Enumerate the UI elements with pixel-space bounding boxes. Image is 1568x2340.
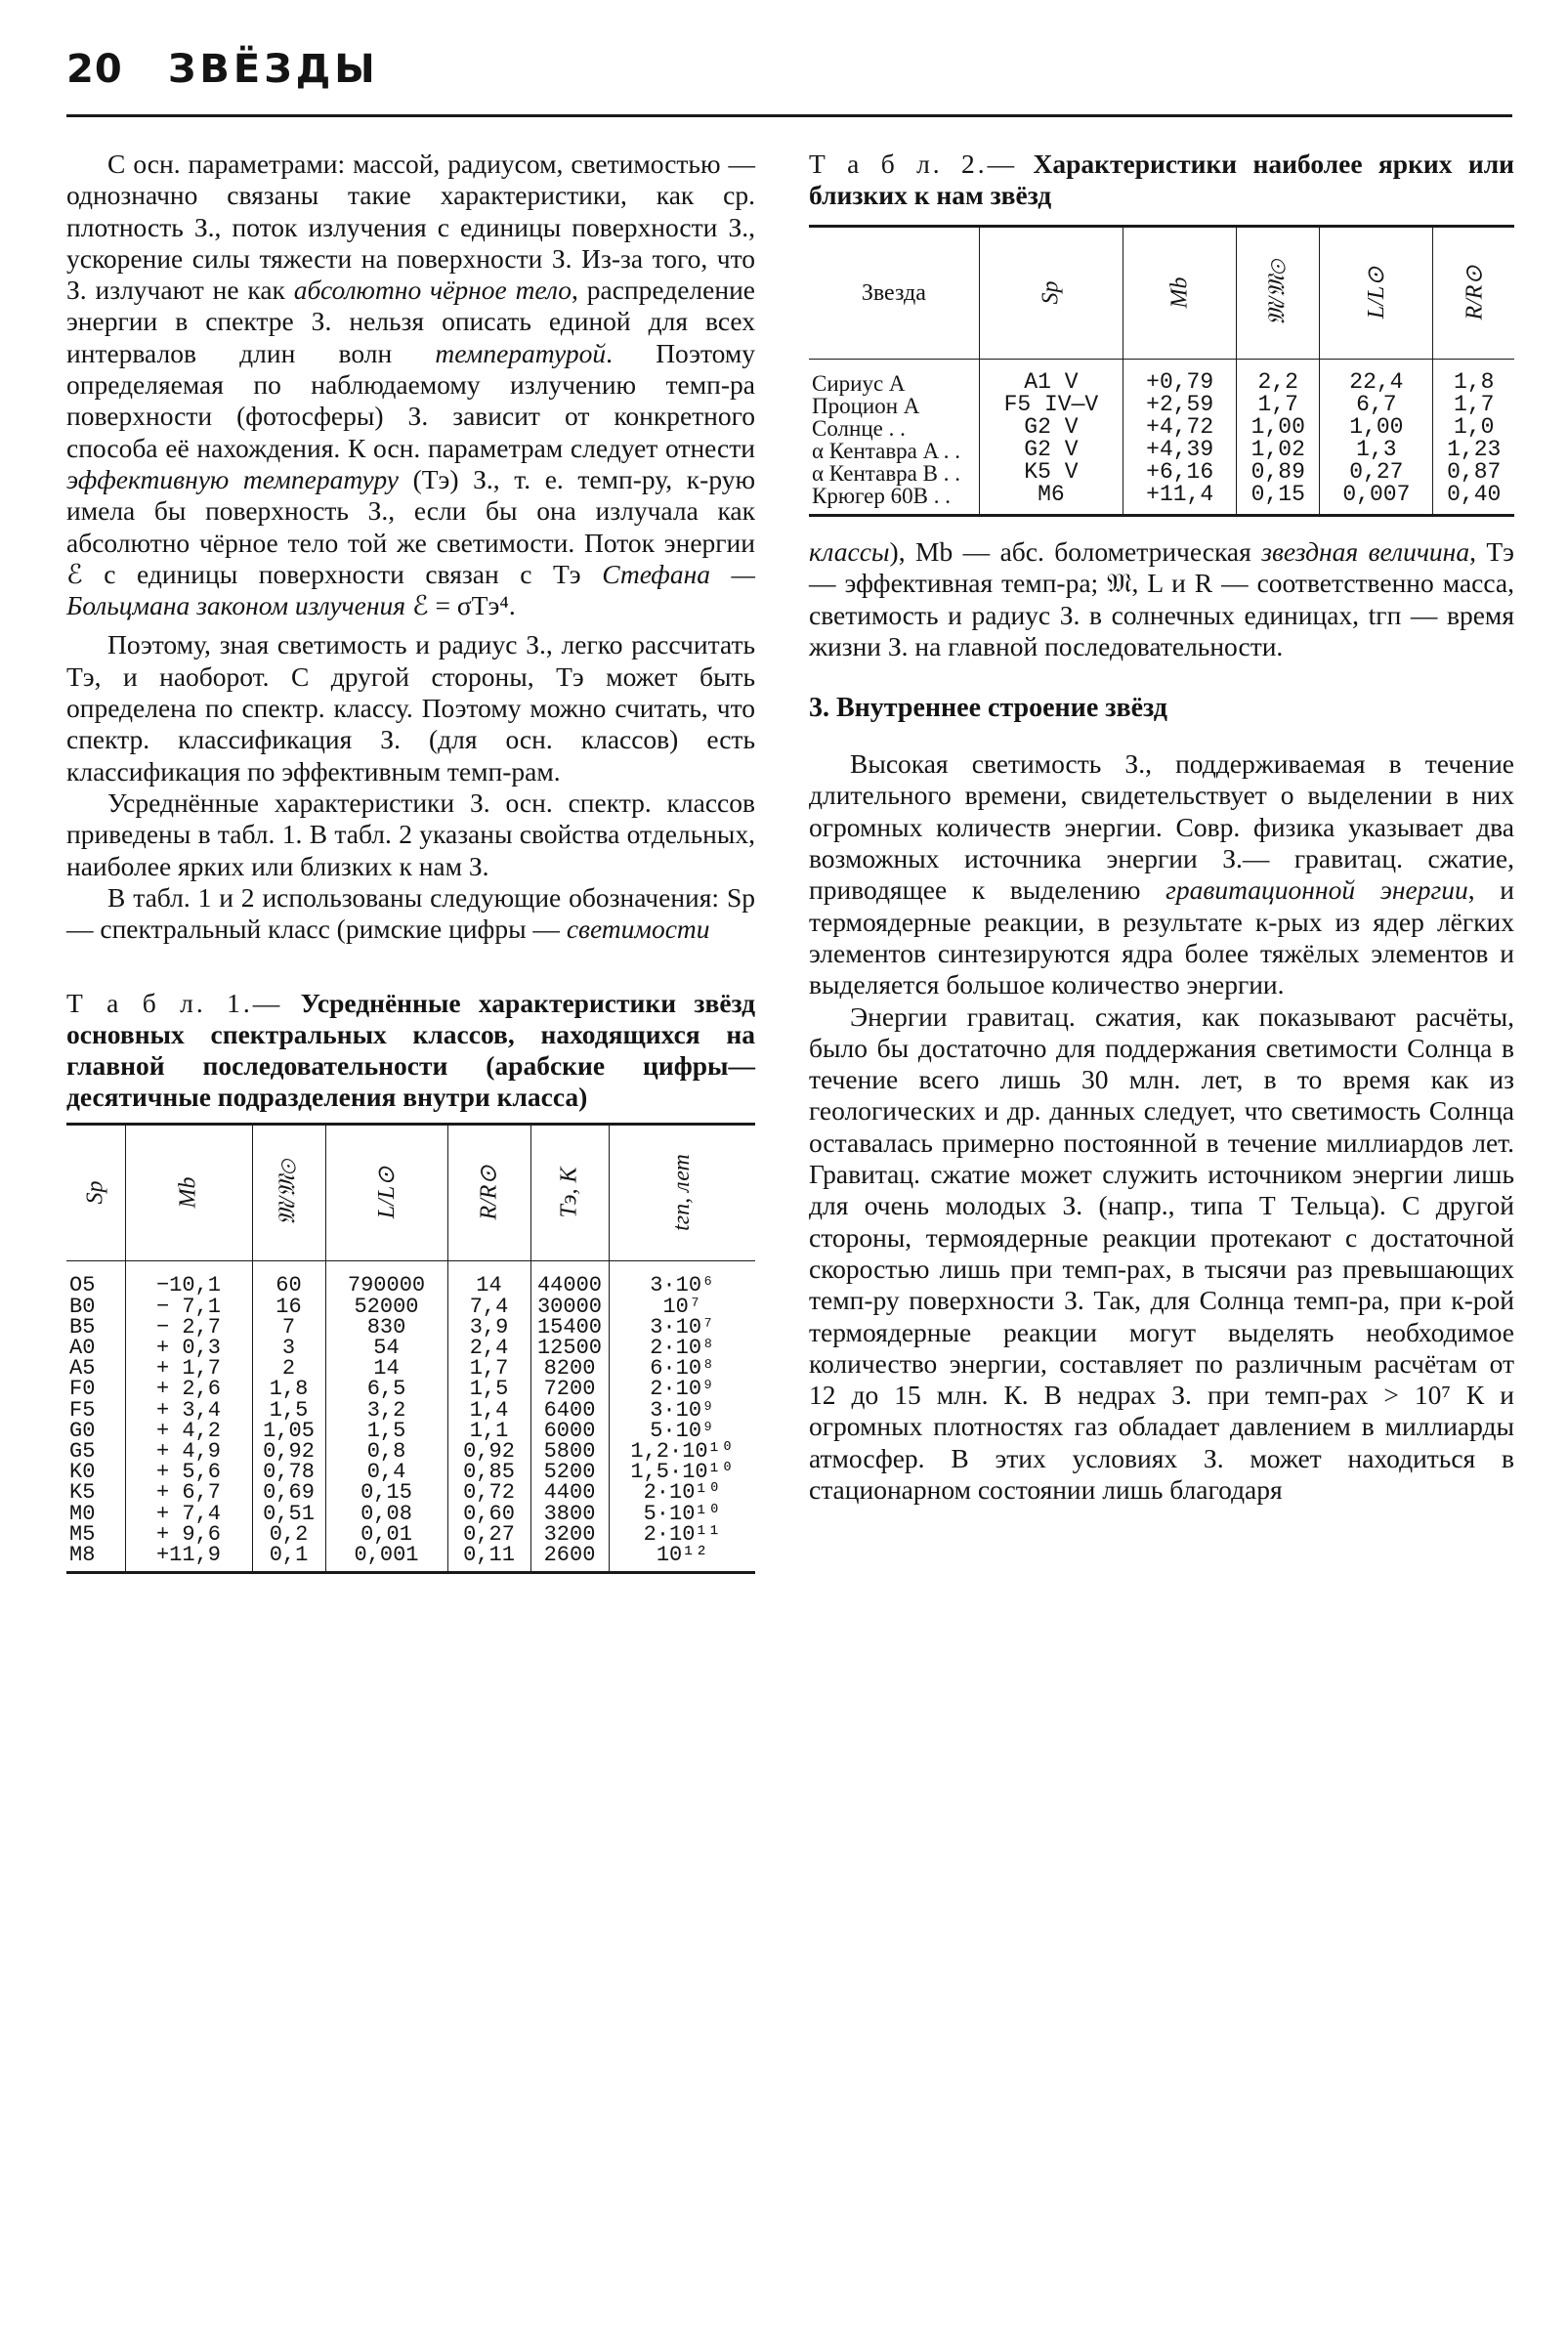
table1-cell: 0,001 (325, 1545, 447, 1573)
table1-cell: 44000 (530, 1261, 609, 1297)
table1-cell: 14 (447, 1261, 530, 1297)
table1-cell: G5 (69, 1439, 96, 1465)
table1-cell: +11,9 (125, 1545, 252, 1573)
table1-cell: 0,92 (447, 1441, 530, 1462)
table1-cell: G0 (69, 1418, 96, 1443)
table1-cell: M8 (69, 1543, 96, 1568)
table2-cell: 1,7 (1237, 394, 1320, 416)
left-column (66, 149, 755, 1574)
table2-cell: α Кентавра B . . (812, 461, 960, 486)
table2-cell: +4,39 (1123, 439, 1237, 461)
table1-cell: 3,9 (447, 1317, 530, 1338)
table1-cell: F0 (69, 1377, 96, 1402)
table2-cell: 22,4 (1320, 360, 1433, 395)
table-row (66, 1421, 755, 1441)
table-row (66, 1462, 755, 1482)
table1-cell: 3·10⁹ (609, 1400, 755, 1421)
table1-cell: + 6,7 (125, 1482, 252, 1503)
table2-cell: Процион A (812, 394, 920, 418)
table2-cell: α Кентавра A . . (812, 439, 960, 463)
table2-cell: K5 V (979, 461, 1123, 484)
table1-cell: 1,5 (325, 1421, 447, 1441)
table1-cell: + 1,7 (125, 1358, 252, 1379)
table1-cell: K0 (69, 1460, 96, 1485)
table1-cell: + 4,9 (125, 1441, 252, 1462)
table1-cell: 1,5·10¹⁰ (609, 1462, 755, 1482)
table1-cell: 10⁷ (609, 1297, 755, 1317)
table2-cell: 0,87 (1433, 461, 1514, 484)
paragraph-tables-intro: Усреднённые характеристики З. осн. спектр. классов приведены в табл. 1. В табл. 2 указаны свойства отдельных, наиболее ярких или близких к нам З. (66, 787, 755, 881)
table1-cell: 14 (325, 1358, 447, 1379)
table2-header-1: Sp (979, 227, 1123, 360)
table-row (66, 1441, 755, 1462)
table1-cell: 2 (252, 1358, 325, 1379)
table2-cell: +0,79 (1123, 360, 1237, 395)
paragraph-notation-cont: классы), Mb — абс. болометрическая звездная величина, Tэ — эффективная темп-ра; 𝔐, L и R — соответственно масса, светимость и радиус З. в солнечных единицах, tгп — время жизни З. на главной последовательности. (809, 536, 1514, 661)
table1-cell: − 2,7 (125, 1317, 252, 1338)
table1-cell: 0,72 (447, 1482, 530, 1503)
table2-cell: 1,00 (1237, 416, 1320, 439)
table2 (809, 225, 1514, 517)
table2-cell: 1,3 (1320, 439, 1433, 461)
table2-cell: 1,02 (1237, 439, 1320, 461)
table1-cell: + 9,6 (125, 1524, 252, 1545)
table-row (66, 1358, 755, 1379)
table1-cell: O5 (69, 1273, 96, 1298)
table1-cell: 2,4 (447, 1338, 530, 1358)
paragraph-gravitational-energy: Энергии гравитац. сжатия, как показывают расчёты, было бы достаточно для поддержания светимости Солнца в течение всего лишь 30 млн. лет, в то время как из геологических и др. данных следует, что светимость Солнца оставалась примерно постоянной в течение миллиардов лет. Гравитац. сжатие может служить источником энергии лишь для очень молодых З. (напр., типа T Тельца). С другой стороны, термоядерные реакции протекают с достаточной скоростью лишь при темп-рах, в тысячи раз превышающих темп-ру поверхности З. Так, для Солнца темп-ра, при к-рой термоядерные реакции могут выделять необходимое количество энергии, составляет по различным расчётам от 12 до 15 млн. К. В недрах З. при темп-рах > 10⁷ К и огромных плотностях газ обладает давлением в миллиарды атмосфер. В этих условиях З. может находиться в стационарном состоянии лишь благодаря (809, 1000, 1514, 1506)
table1-cell: 52000 (325, 1297, 447, 1317)
table1-cell: 1,2·10¹⁰ (609, 1441, 755, 1462)
table1 (66, 1123, 755, 1574)
table1-cell: 6400 (530, 1400, 609, 1421)
table2-cell: +6,16 (1123, 461, 1237, 484)
table1-cell: K5 (69, 1480, 96, 1506)
table2-cell: 1,7 (1433, 394, 1514, 416)
table2-cell: G2 V (979, 439, 1123, 461)
table1-cell: 830 (325, 1317, 447, 1338)
table1-cell: 1,1 (447, 1421, 530, 1441)
table1-cell: 2·10⁸ (609, 1338, 755, 1358)
table-row (66, 1524, 755, 1545)
table1-cell: 3800 (530, 1504, 609, 1524)
table1-cell: 2·10¹⁰ (609, 1482, 755, 1503)
table1-cell: 7200 (530, 1379, 609, 1399)
table1-cell: + 4,2 (125, 1421, 252, 1441)
table1-cell: 7 (252, 1317, 325, 1338)
table-row (809, 416, 1514, 439)
table1-cell: 0,85 (447, 1462, 530, 1482)
table2-cell: +2,59 (1123, 394, 1237, 416)
paragraph-notation: В табл. 1 и 2 использованы следующие обозначения: Sp — спектральный класс (римские цифры — светимости (66, 881, 755, 945)
table1-cell: 5·10⁹ (609, 1421, 755, 1441)
table-row (66, 1338, 755, 1358)
table2-header-3: 𝔐/𝔐⊙ (1237, 227, 1320, 360)
page-header (66, 47, 1512, 117)
table1-cell: 12500 (530, 1338, 609, 1358)
table2-header-4: L/L⊙ (1320, 227, 1433, 360)
table1-cell: 1,5 (252, 1400, 325, 1421)
table-row (809, 360, 1514, 395)
table1-cell: 0,01 (325, 1524, 447, 1545)
table1-cell: 2600 (530, 1545, 609, 1573)
table1-cell: 3200 (530, 1524, 609, 1545)
table1-cell: M5 (69, 1521, 96, 1547)
table1-cell: 1,8 (252, 1379, 325, 1399)
paragraph-energy-sources: Высокая светимость З., поддерживаемая в течение длительного времени, свидетельствует о выделении в них огромных количеств энергии. Совр. физика указывает два возможных источника энергии З.— гравитац. сжатие, приводящее к выделению гравитационной энергии, и термоядерные реакции, в результате к-рых из ядер лёгких элементов синтезируются ядра более тяжёлых элементов и выделяется большое количество энергии. (809, 748, 1515, 1000)
table2-cell: M6 (979, 484, 1123, 516)
table1-cell: 6,5 (325, 1379, 447, 1399)
table-row (66, 1261, 755, 1297)
table-row (66, 1400, 755, 1421)
table1-cell: 0,4 (325, 1462, 447, 1482)
table2-cell: +11,4 (1123, 484, 1237, 516)
table2-cell: 1,23 (1433, 439, 1514, 461)
table1-cell: 0,78 (252, 1462, 325, 1482)
header-rule (66, 114, 1512, 117)
table1-cell: + 3,4 (125, 1400, 252, 1421)
table-row (66, 1482, 755, 1503)
table1-cell: 5800 (530, 1441, 609, 1462)
paragraph-luminosity: Поэтому, зная светимость и радиус З., легко рассчитать Tэ, и наоборот. С другой стороны, Tэ может быть определена по спектр. классу. Поэтому можно считать, что спектр. классификация З. (для осн. классов) есть классификация по эффективным темп-рам. (66, 629, 755, 787)
table1-cell: 5·10¹⁰ (609, 1504, 755, 1524)
table1-cell: F5 (69, 1397, 96, 1423)
table1-cell: B0 (69, 1294, 96, 1319)
section-title: 3. Внутреннее строение звёзд (809, 693, 1167, 724)
table1-header-1: Mb (125, 1125, 252, 1261)
table1-header-3: L/L⊙ (325, 1125, 447, 1261)
table1-cell: 0,27 (447, 1524, 530, 1545)
table1-cell: 3·10⁷ (609, 1317, 755, 1338)
table1-cell: + 2,6 (125, 1379, 252, 1399)
table2-cell: G2 V (979, 416, 1123, 439)
table1-cell: 0,60 (447, 1504, 530, 1524)
table1-cell: 4400 (530, 1482, 609, 1503)
table1-cell: 1,05 (252, 1421, 325, 1441)
running-title: ЗВЁЗДЫ (168, 47, 379, 92)
table1-header-5: Tэ, K (530, 1125, 609, 1261)
table2-cell: 1,0 (1433, 416, 1514, 439)
right-column (809, 149, 1514, 1506)
table1-cell: 54 (325, 1338, 447, 1358)
table2-cell: +4,72 (1123, 416, 1237, 439)
table1-header-0: Sp (66, 1125, 125, 1261)
table1-cell: 16 (252, 1297, 325, 1317)
table-row (66, 1379, 755, 1399)
table1-cell: 0,1 (252, 1545, 325, 1573)
table2-cell: 0,89 (1237, 461, 1320, 484)
table1-cell: 2·10¹¹ (609, 1524, 755, 1545)
table2-cell: Сириус A (812, 371, 906, 396)
table1-cell: 10¹² (609, 1545, 755, 1573)
table1-cell: 60 (252, 1261, 325, 1297)
table1-cell: 1,4 (447, 1400, 530, 1421)
table1-cell: 30000 (530, 1297, 609, 1317)
table-row (66, 1504, 755, 1524)
table-row (66, 1297, 755, 1317)
table2-cell: A1 V (979, 360, 1123, 395)
table2-cell: Крюгер 60B . . (812, 484, 951, 508)
table1-cell: + 0,3 (125, 1338, 252, 1358)
table1-cell: 0,15 (325, 1482, 447, 1503)
table1-cell: − 7,1 (125, 1297, 252, 1317)
table1-header-6: tгп, лет (609, 1125, 755, 1261)
table-row (66, 1317, 755, 1338)
table2-cell: 0,007 (1320, 484, 1433, 516)
table1-cell: 0,69 (252, 1482, 325, 1503)
table1-cell: 2·10⁹ (609, 1379, 755, 1399)
page-number: 20 (66, 47, 123, 92)
table1-cell: 7,4 (447, 1297, 530, 1317)
table1-cell: 0,92 (252, 1441, 325, 1462)
table1-cell: 1,5 (447, 1379, 530, 1399)
table2-cell: 2,2 (1237, 360, 1320, 395)
table2-cell: 6,7 (1320, 394, 1433, 416)
table-row (809, 439, 1514, 461)
table-row (809, 394, 1514, 416)
table1-cell: 15400 (530, 1317, 609, 1338)
table1-cell: M0 (69, 1501, 96, 1526)
table1-cell: 8200 (530, 1358, 609, 1379)
table2-header-2: Mb (1123, 227, 1237, 360)
table1-cell: + 7,4 (125, 1504, 252, 1524)
table1-cell: 790000 (325, 1261, 447, 1297)
table2-header-5: R/R⊙ (1433, 227, 1514, 360)
table1-cell: 0,51 (252, 1504, 325, 1524)
table-row (809, 461, 1514, 484)
table1-cell: + 5,6 (125, 1462, 252, 1482)
table2-header-0: Звезда (809, 227, 979, 360)
table1-cell: 3,2 (325, 1400, 447, 1421)
table1-caption: Т а б л. 1.— Усреднённые характеристики звёзд основных спектральных классов, находящихся на главной последовательности (арабские цифры—десятичные подразделения внутри класса) (66, 988, 756, 1113)
table-row (809, 484, 1514, 516)
table1-cell: 3·10⁶ (609, 1261, 755, 1297)
table2-cell: 1,8 (1433, 360, 1514, 395)
table1-cell: −10,1 (125, 1261, 252, 1297)
table2-cell: Солнце . . (812, 416, 906, 441)
table2-cell: 0,15 (1237, 484, 1320, 516)
table1-cell: 0,8 (325, 1441, 447, 1462)
table1-header-2: 𝔐/𝔐⊙ (252, 1125, 325, 1261)
table1-cell: 5200 (530, 1462, 609, 1482)
table2-caption: Т а б л. 2.— Характеристики наиболее ярких или близких к нам звёзд (809, 149, 1515, 210)
table2-cell: 0,27 (1320, 461, 1433, 484)
table1-cell: 1,7 (447, 1358, 530, 1379)
table1-cell: A5 (69, 1356, 96, 1382)
table1-cell: 0,11 (447, 1545, 530, 1573)
table2-cell: 1,00 (1320, 416, 1433, 439)
table-row (66, 1545, 755, 1573)
table1-cell: 0,08 (325, 1504, 447, 1524)
table1-cell: 0,2 (252, 1524, 325, 1545)
table2-cell: 0,40 (1433, 484, 1514, 516)
table1-cell: 6·10⁸ (609, 1358, 755, 1379)
table1-cell: 3 (252, 1338, 325, 1358)
table1-header-4: R/R⊙ (447, 1125, 530, 1261)
table1-cell: B5 (69, 1314, 96, 1340)
table2-cell: F5 IV—V (979, 394, 1123, 416)
table1-cell: A0 (69, 1336, 96, 1361)
paragraph-parameters: С осн. параметрами: массой, радиусом, светимостью — однозначно связаны такие характеристики, как ср. плотность З., поток излучения с единицы поверхности З., ускорение силы тяжести на поверхности З. Из-за того, что З. излучают не как абсолютно чёрное тело, распределение энергии в спектре З. нельзя описать единой для всех интервалов длин волн температурой. Поэтому определяемая по наблюдаемому излучению темп-ра поверхности (фотосферы) З. зависит от конкретного способа её нахождения. К осн. параметрам следует отнести эффективную температуру (Tэ) З., т. е. темп-ру, к-рую имела бы поверхность З., если бы она излучала как абсолютно чёрное тело той же светимости. Поток энергии ℰ с единицы поверхности связан с Tэ Стефана — Больцмана законом излучения ℰ = σTэ⁴. (66, 149, 755, 621)
table1-cell: 6000 (530, 1421, 609, 1441)
